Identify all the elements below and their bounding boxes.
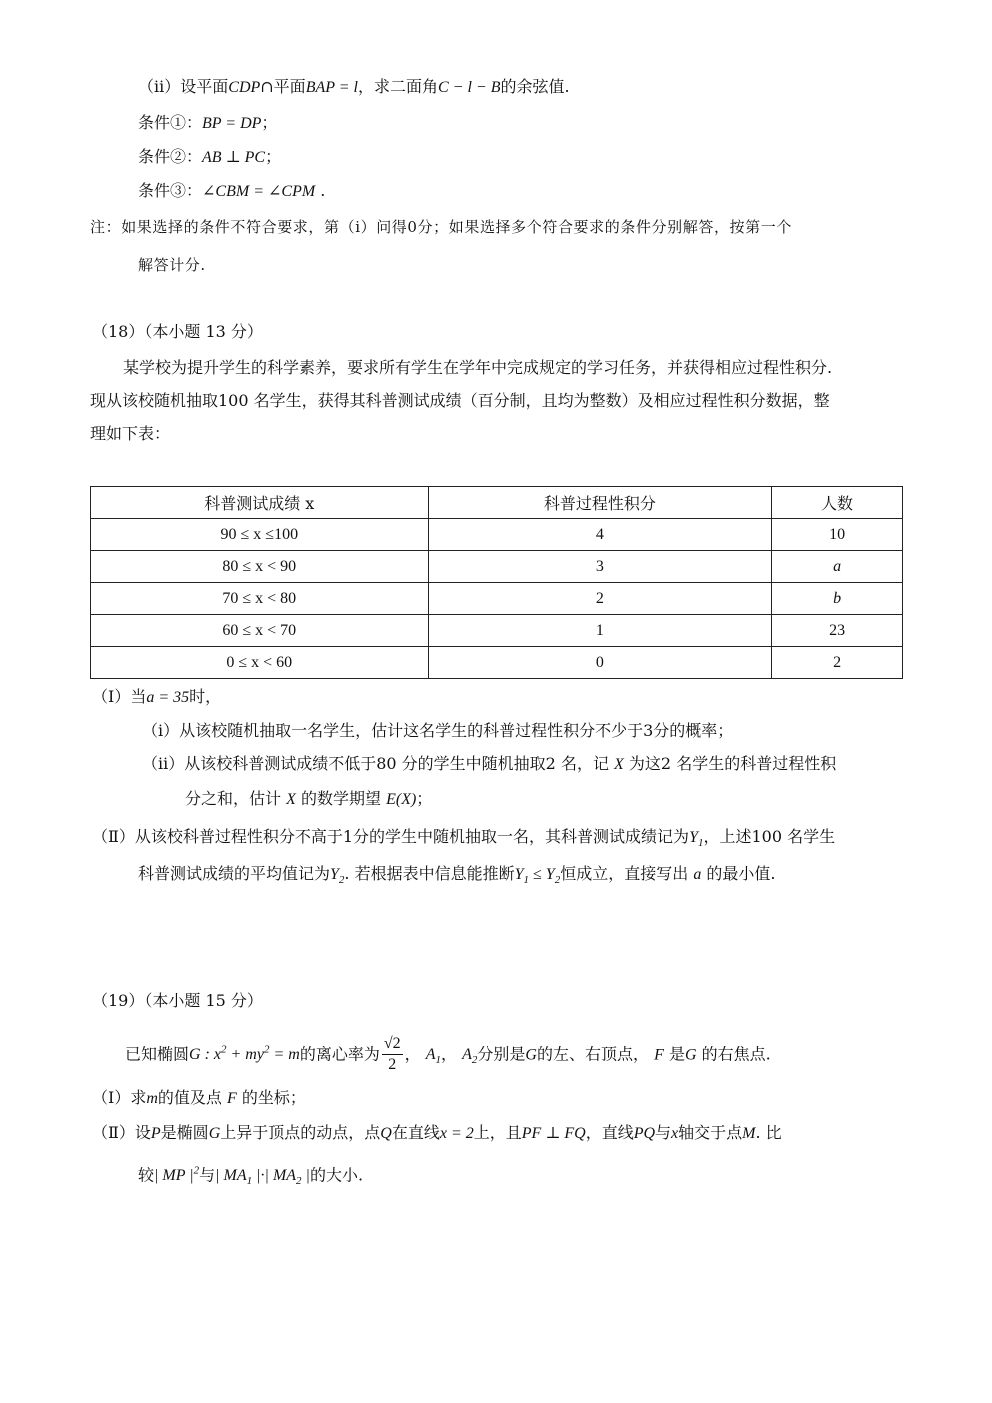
count-cell: 10	[772, 519, 903, 551]
p19-intro: 已知椭圆G : $x^2 + my^2 = m$的离心率为 $\frac{√2}{2}$ ， $A_1$， $A_2$分别是G的左、右顶点， F 是G 的右焦点.	[125, 1035, 771, 1074]
text: ，上述100 名学生	[703, 827, 836, 846]
sub-marker: （ⅱ）	[138, 77, 181, 96]
text: 在直线	[391, 1123, 440, 1142]
math-f: F	[654, 1046, 664, 1064]
score-table	[90, 486, 903, 679]
table-header-row	[91, 487, 903, 519]
condition-label: 条件①：	[138, 113, 203, 132]
text: 是	[668, 1044, 685, 1064]
math-a1: $A_1$	[425, 1046, 441, 1067]
range-cell: 80 ≤ x < 90	[91, 551, 429, 583]
text: 的右焦点.	[701, 1044, 771, 1064]
condition-label: 条件②：	[138, 147, 203, 166]
math-pq: PQ	[633, 1125, 656, 1142]
text: 的数学期望	[300, 789, 381, 808]
math-y1: $Y_1$	[689, 829, 704, 850]
text: 是椭圆	[160, 1123, 209, 1142]
math-x: x	[671, 1125, 679, 1142]
p17-sub-ii	[138, 76, 570, 99]
range-cell: 60 ≤ x < 70	[91, 615, 429, 647]
math-p: P	[150, 1125, 161, 1142]
text: ，	[404, 1044, 421, 1064]
note-line-1: 注：如果选择的条件不符合要求，第（ⅰ）问得0分；如果选择多个符合要求的条件分别解答，按第一个	[90, 218, 792, 236]
p18-intro-3: 理如下表：	[90, 424, 171, 443]
count-cell: 2	[772, 647, 903, 679]
p18-intro-2: 现从该校随机抽取100 名学生，获得其科普测试成绩（百分制，且均为整数）及相应过程性积分数据，整	[90, 391, 830, 410]
condition-3	[138, 180, 325, 203]
text: 平面	[273, 77, 306, 96]
range-cell: 70 ≤ x < 80	[91, 583, 429, 615]
text: . 若根据表中信息能推断	[344, 864, 515, 883]
text: （Ⅱ）设	[92, 1123, 151, 1142]
text: 的左、右顶点，	[536, 1044, 649, 1064]
math-f: F	[227, 1090, 237, 1107]
text: ；	[416, 789, 433, 808]
math-ellipse: G : $x^2 + my^2 = m$	[189, 1044, 300, 1064]
text: （Ⅱ）从该校科普过程性积分不高于1分的学生中随机抽取一名，其科普测试成绩记为	[92, 827, 690, 846]
text: 上异于顶点的动点，点	[220, 1123, 381, 1142]
p18-part-2-1	[92, 826, 835, 854]
condition-expr: ∠CBM = ∠CPM	[202, 183, 316, 200]
math: PF ⊥ FQ	[521, 1125, 586, 1142]
p19-header: （19）（本小题 15 分）	[92, 991, 263, 1010]
condition-1	[138, 112, 277, 135]
text: 与	[199, 1165, 216, 1185]
table-header: 人数	[772, 487, 903, 519]
table-row	[91, 551, 903, 583]
math: X	[286, 791, 296, 808]
points-cell: 2	[428, 583, 772, 615]
table-header: 科普测试成绩 x	[91, 487, 429, 519]
table-row	[91, 519, 903, 551]
math-a2: $A_2$	[462, 1046, 478, 1067]
text: 的值及点	[157, 1088, 222, 1107]
text: 恒成立，直接写出	[560, 864, 689, 883]
p18-q-ii-2	[185, 788, 432, 811]
text: 与	[655, 1123, 672, 1142]
count-cell: 23	[772, 615, 903, 647]
p18-header: （18）（本小题 13 分）	[92, 322, 263, 341]
text: 上，且	[473, 1123, 522, 1142]
text: ；	[261, 113, 278, 132]
text: 轴交于点	[678, 1123, 743, 1142]
points-cell: 1	[428, 615, 772, 647]
fraction-numerator: √2	[382, 1034, 403, 1055]
math: a = 35	[146, 689, 190, 706]
condition-expr: AB ⊥ PC	[202, 149, 266, 166]
math-g: G	[525, 1046, 537, 1064]
text: 较	[138, 1165, 155, 1185]
math-m-point: M	[742, 1125, 756, 1142]
math-g: G	[208, 1125, 221, 1142]
range-cell: 90 ≤ x ≤100	[91, 519, 429, 551]
text: . 比	[755, 1123, 782, 1142]
text: 已知椭圆	[125, 1044, 190, 1064]
range-cell: 0 ≤ x < 60	[91, 647, 429, 679]
p19-part-2-1	[92, 1122, 782, 1145]
note-line-2: 解答计分.	[138, 256, 206, 274]
points-cell: 3	[428, 551, 772, 583]
table-row	[91, 615, 903, 647]
text: 的大小.	[309, 1165, 364, 1185]
text: ，求二面角	[357, 77, 438, 96]
p18-part-2-2	[138, 863, 776, 891]
math-y2: $Y_2$	[330, 866, 345, 887]
text: 的余弦值.	[500, 77, 570, 96]
points-cell: 4	[428, 519, 772, 551]
p18-q-ii-1	[142, 753, 836, 776]
eccentricity-fraction	[382, 1034, 403, 1075]
math-product: | $MA_1$ |·| $MA_2$ |	[215, 1167, 310, 1188]
math: x = 2	[439, 1125, 474, 1142]
math-mp-squared: | MP $|^2$	[154, 1165, 200, 1185]
p18-intro-1: 某学校为提升学生的科学素养，要求所有学生在学年中完成规定的学习任务，并获得相应过程性积分.	[123, 358, 833, 377]
math: = l	[334, 79, 358, 96]
math-inequality: $Y_1 \le Y_2$	[514, 866, 561, 887]
math: E(X)	[386, 791, 417, 808]
math: a	[693, 866, 702, 883]
math: CDP	[228, 79, 261, 96]
p18-part-1	[92, 686, 221, 709]
text: .	[315, 181, 326, 200]
p19-part-2-2	[138, 1160, 363, 1193]
condition-label: 条件③：	[138, 181, 203, 200]
math-g: G	[684, 1046, 697, 1064]
count-cell: a	[772, 551, 903, 583]
condition-expr: BP = DP	[202, 115, 262, 132]
math: C − l − B	[437, 79, 501, 96]
p18-q-i: （ⅰ）从该校随机抽取一名学生，估计这名学生的科普过程性积分不少于3分的概率；	[142, 721, 734, 740]
text: ；	[265, 147, 282, 166]
text: 的坐标；	[241, 1088, 306, 1107]
text: （Ⅰ）当	[92, 687, 147, 706]
text: 分之和，估计	[185, 789, 282, 808]
points-cell: 0	[428, 647, 772, 679]
p19-part-1	[92, 1087, 306, 1110]
math: X	[614, 756, 624, 773]
text: （ⅱ）从该校科普测试成绩不低于80 分的学生中随机抽取2 名，记	[142, 754, 609, 773]
text: 时，	[189, 687, 222, 706]
fraction-denominator: 2	[388, 1056, 397, 1074]
text: 科普测试成绩的平均值记为	[138, 864, 331, 883]
text: 为这2 名学生的科普过程性积	[628, 754, 837, 773]
table-row	[91, 647, 903, 679]
math: BAP	[305, 79, 335, 96]
text: （Ⅰ）求	[92, 1088, 147, 1107]
math-m: m	[146, 1090, 158, 1107]
math-q: Q	[380, 1125, 392, 1142]
text: 的最小值.	[706, 864, 776, 883]
text: ，直线	[585, 1123, 634, 1142]
count-cell: b	[772, 583, 903, 615]
table-row	[91, 583, 903, 615]
text: 分别是	[477, 1044, 526, 1064]
text: 设平面	[180, 77, 229, 96]
math: ∩	[260, 77, 274, 96]
text: 的离心率为	[299, 1044, 380, 1064]
condition-2	[138, 146, 281, 169]
table-header: 科普过程性积分	[428, 487, 772, 519]
